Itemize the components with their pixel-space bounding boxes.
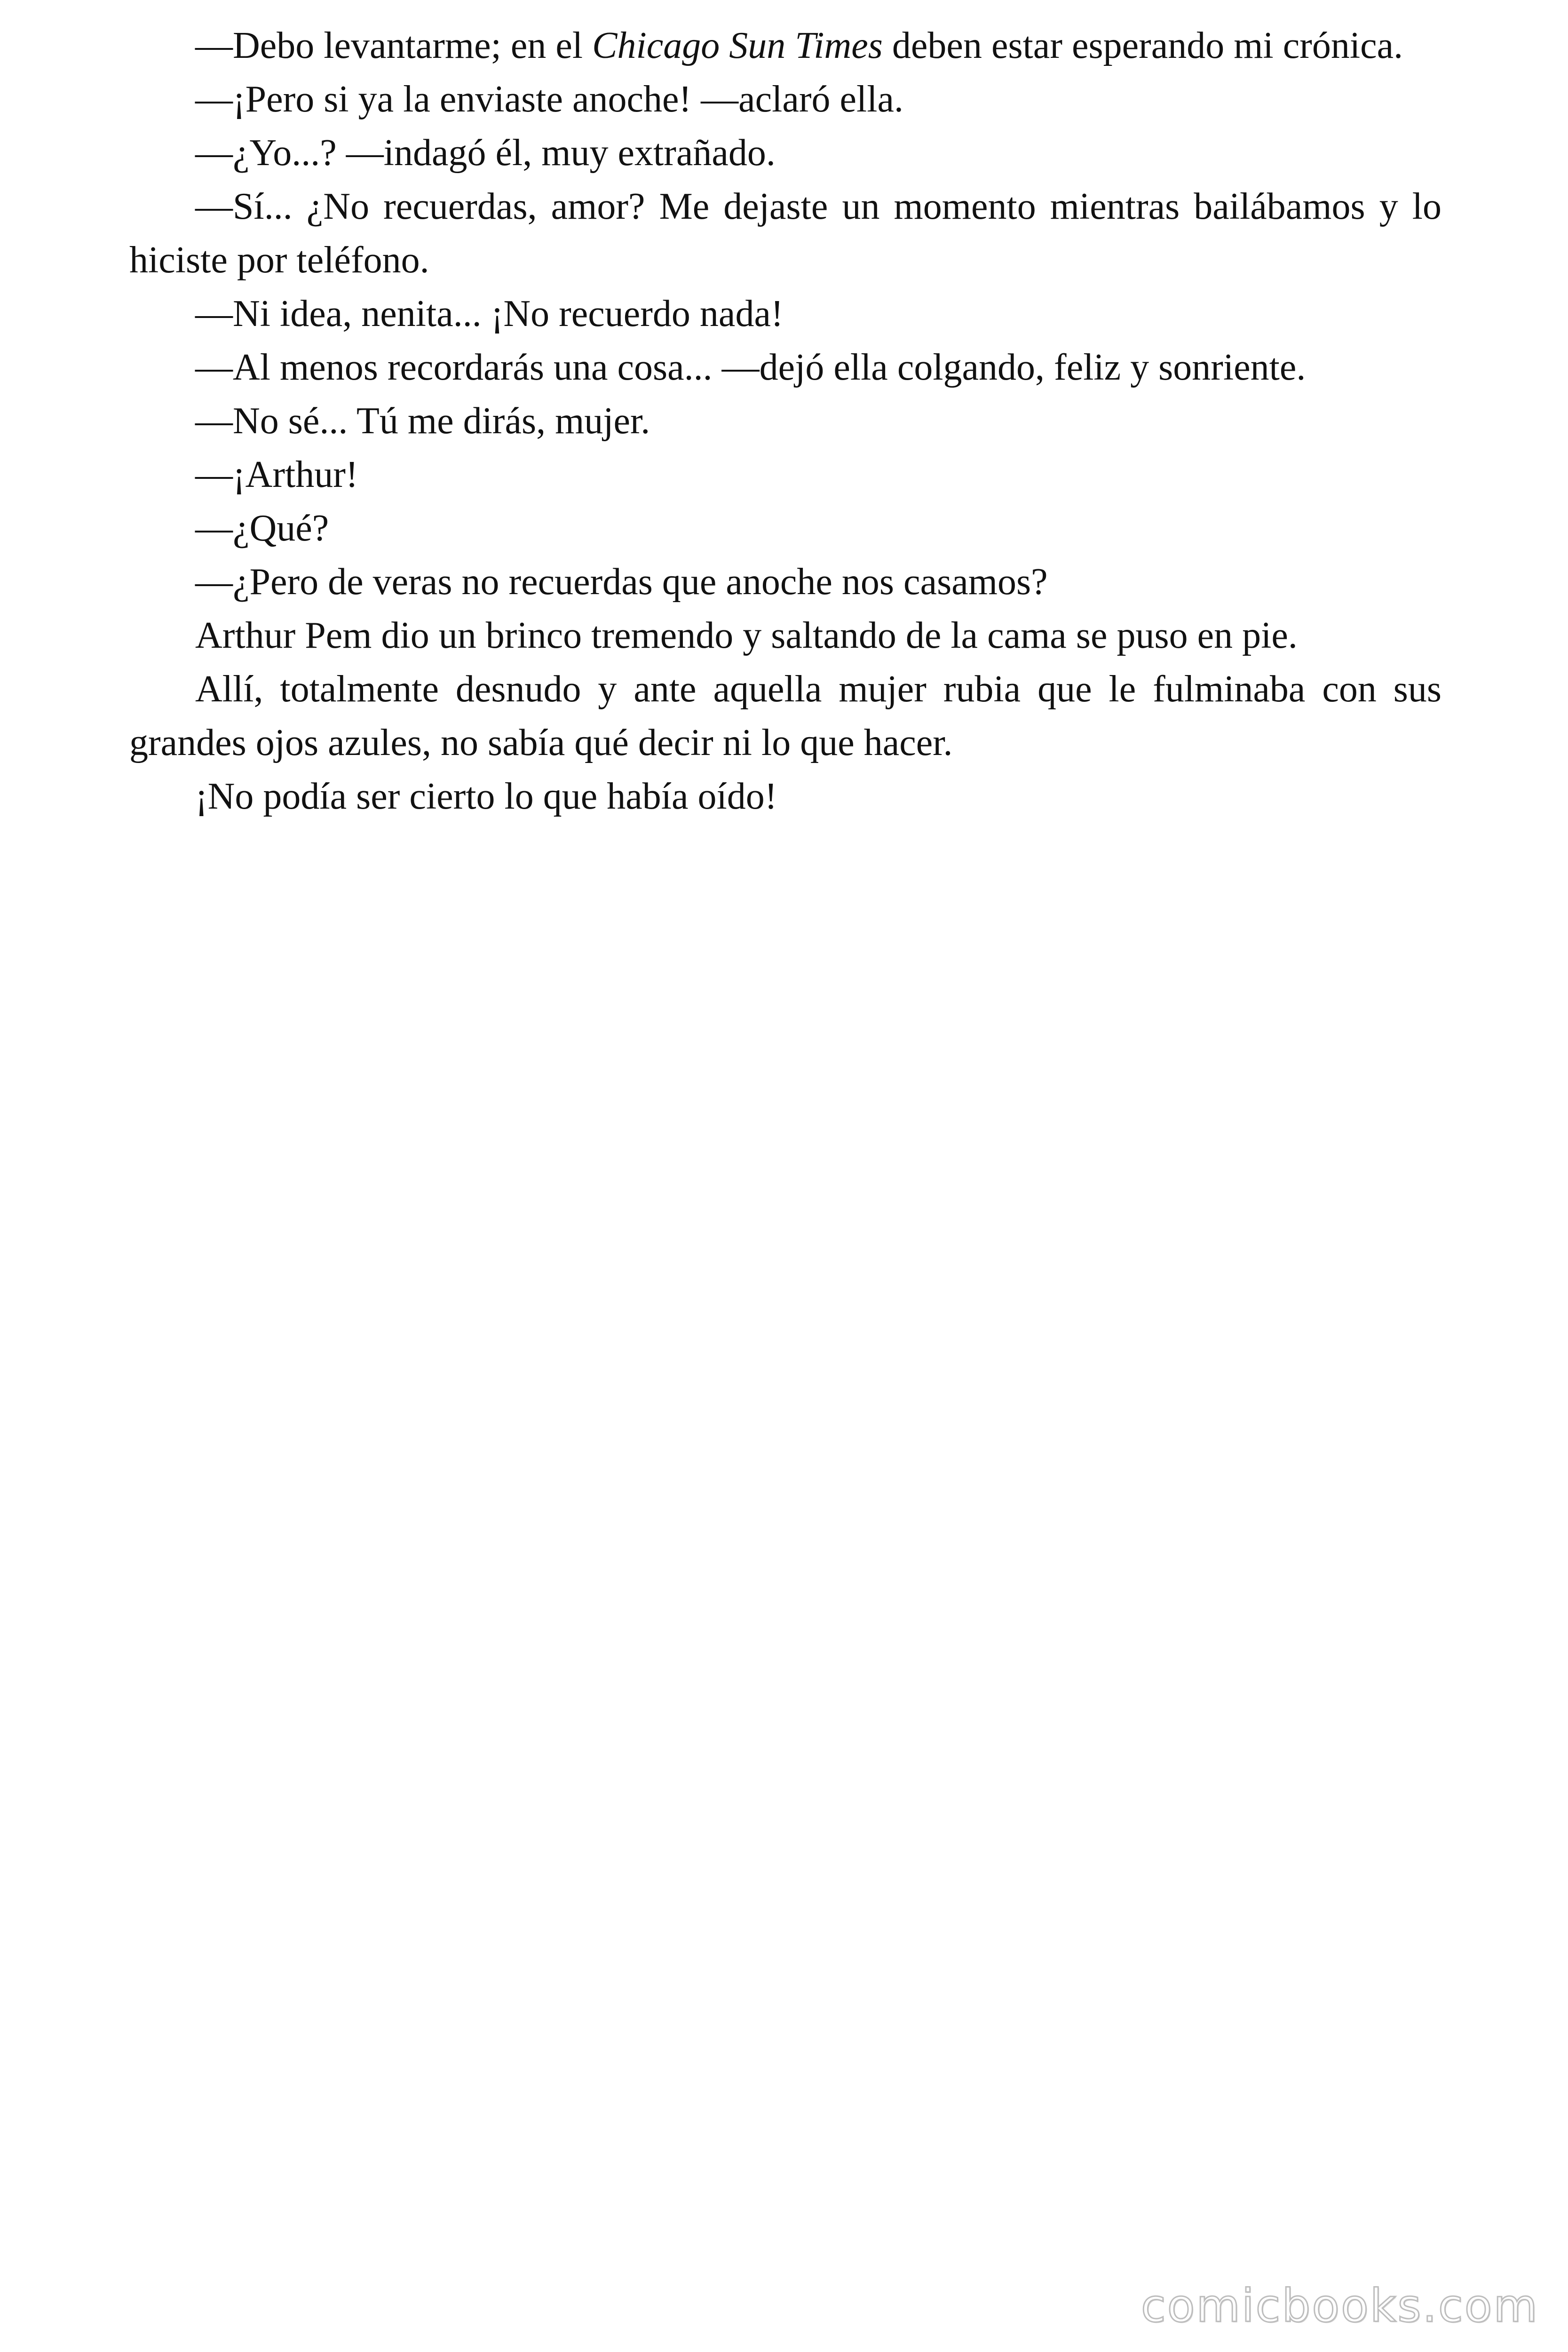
paragraph: —No sé... Tú me dirás, mujer.	[195, 400, 650, 442]
paragraph-text: deben estar esperando mi crónica.	[882, 25, 1403, 66]
paragraph: Arthur Pem dio un brinco tremendo y saltando de la cama se puso en pie.	[195, 615, 1298, 656]
paragraph: —¿Yo...? —indagó él, muy extrañado.	[195, 132, 776, 174]
watermark: comicbooks.com	[1140, 2280, 1539, 2332]
paragraph: —¿Pero de veras no recuerdas que anoche nos casamos?	[195, 561, 1048, 603]
paragraph: —Sí... ¿No recuerdas, amor? Me dejaste un momento mientras bailábamos y lo hiciste por teléfono.	[129, 186, 1441, 281]
paragraph: —Al menos recordarás una cosa... —dejó ella colgando, feliz y sonriente.	[195, 347, 1306, 388]
paragraph: —¿Qué?	[195, 508, 329, 549]
paragraph: —¡Pero si ya la enviaste anoche! —aclaró ella.	[195, 79, 904, 120]
paragraph: —Ni idea, nenita... ¡No recuerdo nada!	[195, 293, 784, 334]
paragraph: Allí, totalmente desnudo y ante aquella mujer rubia que le fulminaba con sus grandes ojos azules, no sabía qué decir ni lo que hacer.	[129, 668, 1441, 763]
paragraph	[129, 19, 1441, 72]
paragraph-text: —Debo levantarme; en el	[195, 25, 593, 66]
page-body	[129, 19, 1441, 823]
newspaper-title: Chicago Sun Times	[592, 25, 883, 66]
paragraph: ¡No podía ser cierto lo que había oído!	[195, 776, 777, 817]
paragraph: —¡Arthur!	[195, 454, 358, 495]
